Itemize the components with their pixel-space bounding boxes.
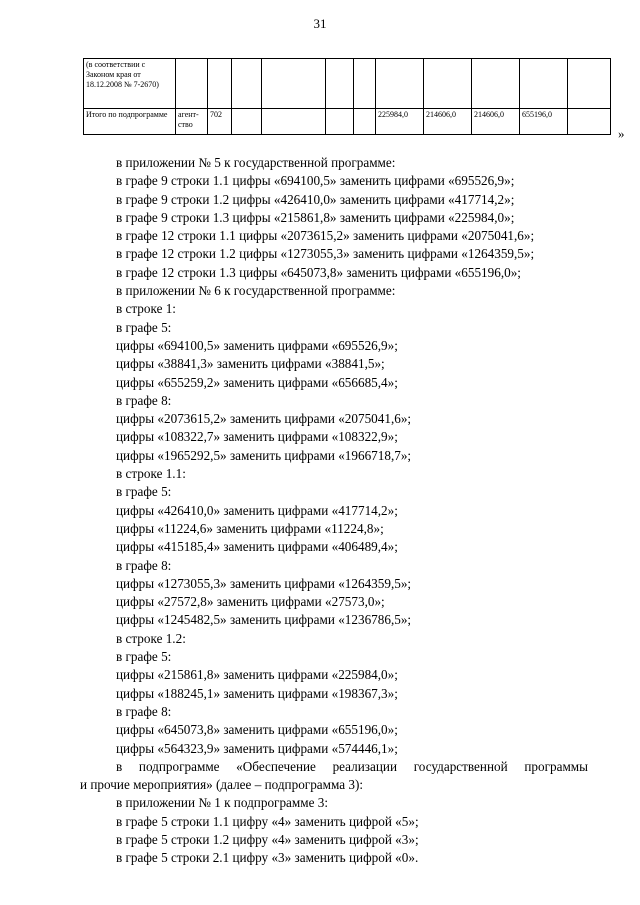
text-line: в графе 9 строки 1.2 цифры «426410,0» заменить цифрами «417714,2»; (116, 191, 515, 207)
text-line: цифры «426410,0» заменить цифрами «417714,2»; (116, 502, 398, 518)
table-cell-value: 214606,0 (472, 109, 520, 135)
text-line: цифры «694100,5» заменить цифрами «695526,9»; (116, 337, 398, 353)
text-line: цифры «1965292,5» заменить цифрами «1966718,7»; (116, 447, 412, 463)
amendment-lines (80, 154, 588, 758)
text-line: в графе 12 строки 1.3 цифры «645073,8» заменить цифрами «655196,0»; (116, 264, 521, 280)
text-line: в графе 5 строки 2.1 цифру «3» заменить цифрой «0». (116, 850, 419, 866)
text-line: цифры «11224,6» заменить цифрами «11224,8»; (116, 520, 384, 536)
text-line: в графе 5: (116, 649, 172, 665)
text-line: цифры «27572,8» заменить цифрами «27573,0»; (116, 594, 385, 610)
budget-table-fragment (83, 58, 611, 135)
text-line: цифры «1245482,5» заменить цифрами «1236786,5»; (116, 612, 412, 628)
text-line: цифры «564323,9» заменить цифрами «574446,1»; (116, 740, 398, 756)
text-line: в графе 12 строки 1.1 цифры «2073615,2» заменить цифрами «2075041,6»; (116, 228, 535, 244)
text-line: в графе 8: (116, 392, 172, 408)
text-line: цифры «108322,7» заменить цифрами «108322,9»; (116, 429, 398, 445)
text-line: в приложении № 6 к государственной программе: (116, 283, 396, 299)
text-line: в графе 5 строки 1.2 цифру «4» заменить цифрой «3»; (116, 831, 419, 847)
table-cell-label: Итого по подпрограмме (84, 109, 176, 135)
table-cell-value: 225984,0 (376, 109, 424, 135)
text-line: цифры «38841,3» заменить цифрами «38841,5»; (116, 356, 385, 372)
text-line: в графе 9 строки 1.1 цифры «694100,5» заменить цифрами «695526,9»; (116, 173, 515, 189)
page-number: 31 (313, 16, 327, 31)
text-line: в графе 12 строки 1.2 цифры «1273055,3» заменить цифрами «1264359,5»; (116, 246, 535, 262)
text-line: в графе 8: (116, 557, 172, 573)
amendment-lines-after (80, 794, 588, 867)
text-line: в приложении № 5 к государственной программе: (116, 155, 396, 170)
text-line: цифры «215861,8» заменить цифрами «225984,0»; (116, 667, 398, 683)
table-row (84, 59, 611, 109)
text-line: в графе 8: (116, 703, 172, 719)
text-line: в графе 5: (116, 484, 172, 500)
text-line: в строке 1: (116, 301, 176, 317)
table-row (84, 109, 611, 135)
text-line: цифры «655259,2» заменить цифрами «656685,4»; (116, 374, 398, 390)
paragraph-line: и прочие мероприятия» (далее – подпрограмма 3): (80, 777, 364, 793)
table-cell-note: (в соответствии с Законом края от 18.12.2008 № 7-2670) (84, 59, 176, 109)
text-line: в графе 5: (116, 319, 172, 335)
text-line: в графе 5 строки 1.1 цифру «4» заменить цифрой «5»; (116, 813, 419, 829)
text-line: цифры «188245,1» заменить цифрами «198367,3»; (116, 685, 398, 701)
text-line: цифры «2073615,2» заменить цифрами «2075041,6»; (116, 411, 412, 427)
text-line: в приложении № 1 к подпрограмме 3: (116, 795, 328, 811)
text-line: цифры «645073,8» заменить цифрами «655196,0»; (116, 722, 398, 738)
text-line: в графе 9 строки 1.3 цифры «215861,8» заменить цифрами «225984,0»; (116, 209, 515, 225)
table-cell-value: 214606,0 (424, 109, 472, 135)
paragraph-line: в подпрограмме «Обеспечение реализации государственной программы (116, 758, 588, 774)
text-line: в строке 1.2: (116, 630, 186, 646)
amendment-text (80, 154, 588, 868)
table-cell-code: 702 (208, 109, 232, 135)
table-cell-total: 655196,0 (520, 109, 568, 135)
closing-quote: » (618, 126, 625, 141)
text-line: цифры «415185,4» заменить цифрами «406489,4»; (116, 539, 398, 555)
table-cell-executor: агент-ство (176, 109, 208, 135)
text-line: цифры «1273055,3» заменить цифрами «1264359,5»; (116, 575, 412, 591)
text-line: в строке 1.1: (116, 466, 186, 482)
